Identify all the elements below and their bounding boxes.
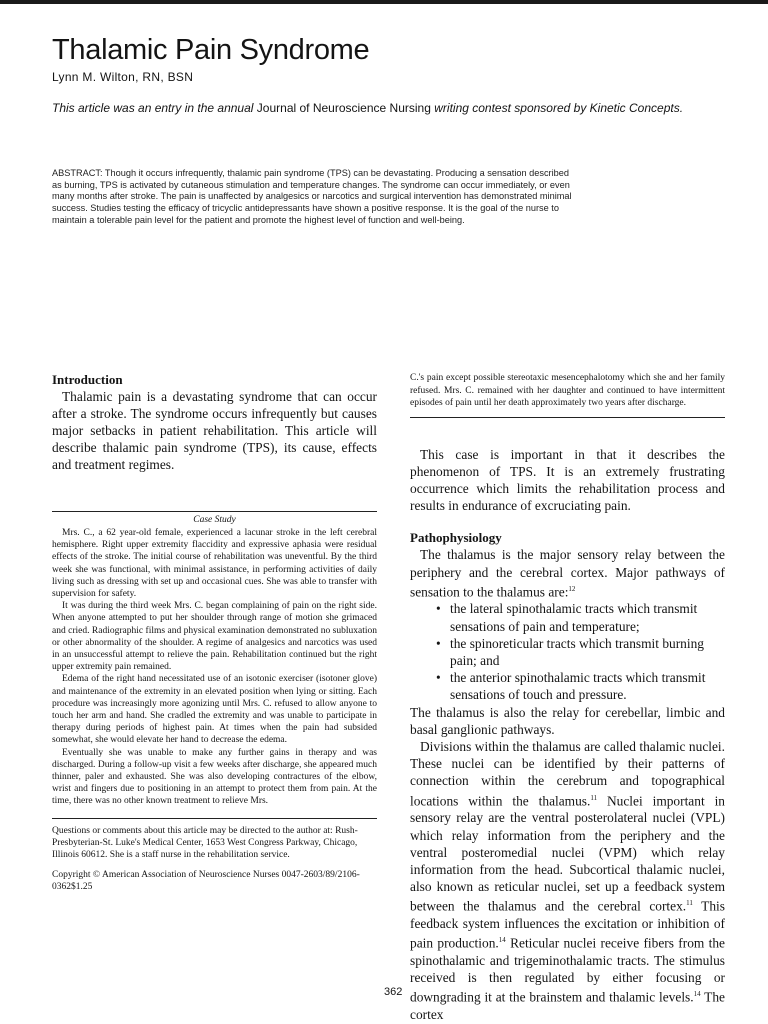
pathway-item [436, 600, 725, 634]
case-study-paragraph: It was during the third week Mrs. C. began complaining of pain on the right side. When anyone attempted to put her shoulder through range of motion she grimaced and cried. Radiographic films and physical examination demonstrated no subluxation or other abnormality of the shoulder. A regime of analgesics and narcotics was used in an unsuccessful attempt to relieve the pain. Rehabilitation continued but the right upper extremity pain remained. [52, 601, 377, 673]
bullet-icon: • [436, 601, 441, 617]
page-number: 362 [384, 986, 403, 998]
right-column [410, 372, 725, 1023]
nuclei-text-4: Reticular nuclei receive fibers from the spinothalamic and trigeminothalamic tracts. The stimulus received is then regulated by either focusing or downgrading it at the brainstem and thalamic levels. [410, 935, 725, 1005]
correspondence-note: Questions or comments about this article may be directed to the author at: Rush-Presbyterian-St. Luke's Medical Center, 1653 West Congress Parkway, Chicago, Illinois 60612. She is a staff nurse in the rehabilitation service. [52, 825, 358, 861]
case-study-box [52, 515, 377, 808]
article-title: Thalamic Pain Syndrome [52, 34, 370, 66]
left-column [52, 372, 377, 894]
nuclei-text-5: The cortex [410, 989, 725, 1022]
nuclei-text-3: This feedback system influences the excitation or inhibition of pain production. [410, 898, 725, 951]
introduction-text: Thalamic pain is a devastating syndrome that can occur after a stroke. The syndrome occurs infrequently but causes major setbacks in patient rehabilitation. This article will describe thalamic pain syndrome (TPS), its cause, effects and treatment regimes. [52, 389, 377, 472]
bullet-icon: • [436, 670, 441, 686]
author-byline: Lynn M. Wilton, RN, BSN [52, 70, 194, 84]
pathway-item [436, 669, 725, 703]
nuclei-text-2: Nuclei important in sensory relay are the ventral posterolateral nuclei (VPL) which relay information from the periphery and the ventral posteromedial nuclei (VPM) which relay information from the head. Subcortical thalamic nuclei, also known as reticular nuclei, set up a feedback system between the thalamus and the cerebral cortex. [410, 793, 725, 914]
pathway-item [436, 635, 725, 669]
pathway-text: the anterior spinothalamic tracts which transmit sensations of touch and pressure. [450, 670, 706, 703]
pathway-text: the spinoreticular tracts which transmit burning pain; and [450, 635, 704, 668]
case-importance-text: This case is important in that it describes the phenomenon of TPS. It is an extremely frustrating occurrence which limits the rehabilitation process and results in endurance of excruciating pain. [410, 446, 725, 514]
case-study-heading: Case Study [193, 515, 236, 525]
note-part-2: writing contest sponsored by Kinetic Concepts. [434, 101, 684, 115]
thalamic-nuclei-text [410, 738, 725, 1023]
footnote-rule [52, 818, 377, 819]
reference-marker: 14 [498, 936, 506, 945]
nuclei-text-1: Divisions within the thalamus are called thalamic nuclei. These nuclei can be identified by their patterns of connection within the cerebrum and topographical locations within the thalamus. [410, 739, 725, 809]
pathway-list [410, 600, 725, 703]
introduction-heading: Introduction [52, 372, 123, 387]
contest-note [52, 100, 692, 117]
case-study-paragraph: Edema of the right hand necessitated use of an isotonic exerciser (isotoner glove) and maintenance of the extremity in an elevated position when lying or sitting. Each procedure was increasingly more agonizing until Mrs. C. refused to allow anyone to touch her arm and hand. She cradled the extremity and was unable to participate in therapy during periods of highest pain. At times when the pain had subsided somewhat, she would elevate her hand to decrease the edema. [52, 674, 377, 746]
copyright-note: Copyright © American Association of Neuroscience Nurses 0047-2603/89/2106-0362$1.25 [52, 870, 360, 893]
pathophysiology-intro [410, 546, 725, 600]
case-study-top-rule [52, 511, 377, 512]
note-part-1: This article was an entry in the annual [52, 101, 254, 115]
pathophysiology-intro-text: The thalamus is the major sensory relay between the periphery and the cerebral cortex. Major pathways of sensation to the thalamus are: [410, 547, 725, 600]
case-study-bottom-rule [410, 417, 725, 418]
abstract: ABSTRACT: Though it occurs infrequently, thalamic pain syndrome (TPS) can be devastating. Producing a sensation described as burning, TPS is activated by cutaneous stimulation and temperature changes. The syndrome can occur immediately, or even many months after stroke. The pain is unaffected by analgesics or narcotics and surgical intervention has demonstrated minimal success. Studies testing the efficacy of tricyclic antidepressants have shown a positive response. It is the goal of the nurse to maintain a tolerable pain level for the patient and promote the highest level of function and well-being. [52, 168, 572, 225]
reference-marker: 11 [686, 899, 693, 908]
pathway-text: the lateral spinothalamic tracts which transmit sensations of pain and temperature; [450, 601, 698, 634]
note-journal-name: Journal of Neuroscience Nursing [256, 101, 431, 115]
case-study-continuation: C.'s pain except possible stereotaxic mesencephalotomy which she and her family refused. Mrs. C. remained with her daughter and continued to have intermittent episodes of pain until her death approximately two years after discharge. [410, 373, 725, 408]
reference-marker: 14 [693, 990, 701, 999]
case-study-paragraph: Mrs. C., a 62 year-old female, experienced a lacunar stroke in the left cerebral hemisphere. Right upper extremity flaccidity and expressive aphasia were residual effects of the stroke. The initial course of rehabilitation was uneventful. By the third week she was functional, with minimal assistance, in performing activities of daily living such as dressing with set up and occasional cues. She was able to transfer with supervision for safety. [52, 528, 377, 600]
footnote [52, 825, 377, 894]
case-study-paragraph: Eventually she was unable to make any further gains in therapy and was discharged. During a follow-up visit a few weeks after discharge, she appeared much thinner, paler and exhausted. She was also developing contractures of the elbow, wrist and fingers due to positioning in an attempt to protect them from pain. At the time, there was no other known treatment to relieve Mrs. [52, 747, 377, 807]
reference-marker: 12 [568, 584, 576, 593]
bullet-icon: • [436, 635, 441, 651]
top-border [0, 0, 768, 4]
reference-marker: 11 [590, 793, 598, 802]
relay-text: The thalamus is also the relay for cerebellar, limbic and basal ganglionic pathways. [410, 704, 725, 737]
case-study-continuation-box [410, 372, 725, 410]
pathophysiology-heading: Pathophysiology [410, 530, 502, 546]
